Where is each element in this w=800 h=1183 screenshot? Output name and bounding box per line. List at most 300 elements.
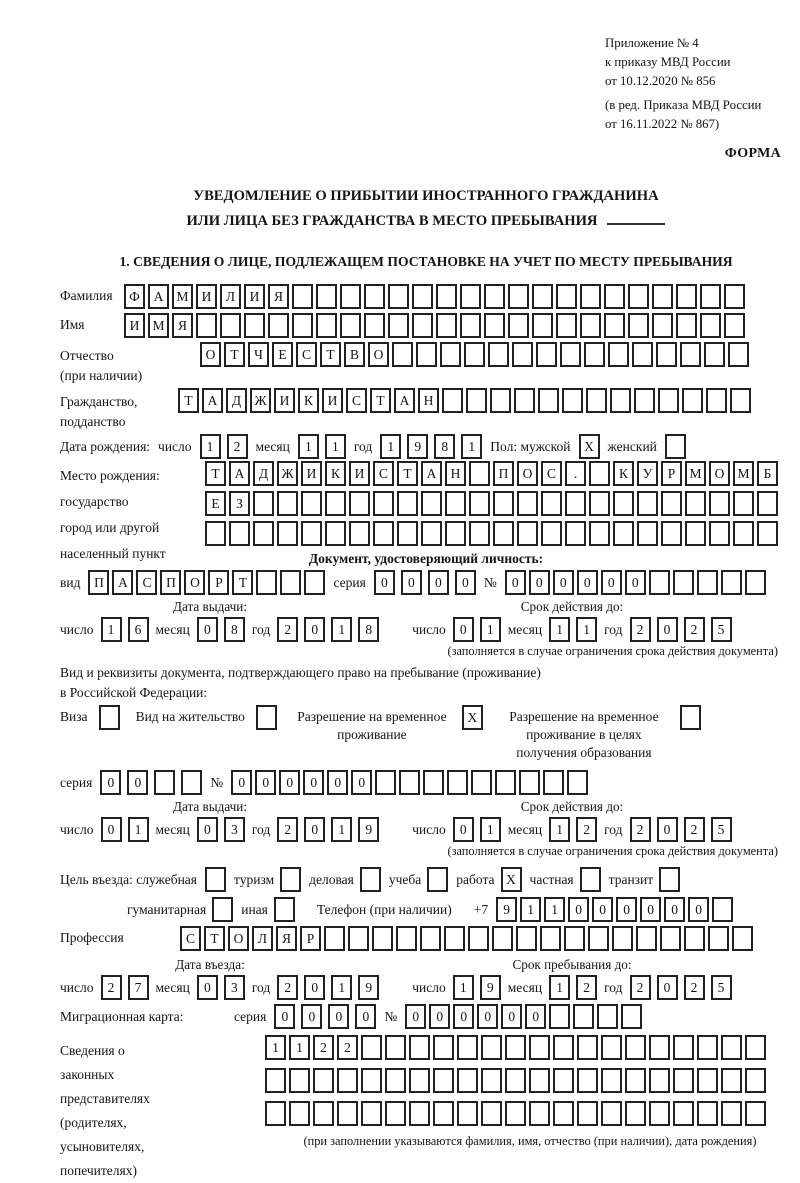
char-cell[interactable]	[484, 313, 505, 338]
char-cell[interactable]	[601, 1101, 622, 1126]
char-cell[interactable]	[649, 570, 670, 595]
char-cell[interactable]: 0	[553, 570, 574, 595]
char-cell[interactable]	[728, 342, 749, 367]
char-cell[interactable]	[625, 1101, 646, 1126]
char-cell[interactable]: Я	[172, 313, 193, 338]
char-cell[interactable]: 0	[455, 570, 476, 595]
char-cell[interactable]: 2	[277, 817, 298, 842]
visa-checkbox[interactable]	[99, 705, 120, 730]
char-cell[interactable]	[421, 491, 442, 516]
char-cell[interactable]: 6	[128, 617, 149, 642]
char-cell[interactable]	[514, 388, 535, 413]
char-cell[interactable]	[721, 1068, 742, 1093]
purpose-work-checkbox[interactable]: X	[501, 867, 522, 892]
char-cell[interactable]: Ч	[248, 342, 269, 367]
char-cell[interactable]: И	[196, 284, 217, 309]
char-cell[interactable]	[469, 521, 490, 546]
char-cell[interactable]: А	[421, 461, 442, 486]
char-cell[interactable]: 0	[453, 817, 474, 842]
char-cell[interactable]	[700, 284, 721, 309]
char-cell[interactable]: Д	[253, 461, 274, 486]
char-cell[interactable]	[529, 1035, 550, 1060]
char-cell[interactable]: 9	[407, 434, 428, 459]
char-cell[interactable]	[685, 521, 706, 546]
char-cell[interactable]: 2	[576, 975, 597, 1000]
char-cell[interactable]: Л	[252, 926, 273, 951]
char-cell[interactable]	[409, 1101, 430, 1126]
char-cell[interactable]	[301, 521, 322, 546]
char-cell[interactable]	[505, 1101, 526, 1126]
char-cell[interactable]	[556, 284, 577, 309]
char-cell[interactable]: 0	[304, 975, 325, 1000]
char-cell[interactable]: 0	[657, 817, 678, 842]
residence-permit-checkbox[interactable]	[256, 705, 277, 730]
char-cell[interactable]	[656, 342, 677, 367]
char-cell[interactable]	[541, 521, 562, 546]
char-cell[interactable]	[610, 388, 631, 413]
char-cell[interactable]: Т	[204, 926, 225, 951]
char-cell[interactable]	[301, 491, 322, 516]
purpose-tourism-checkbox[interactable]	[280, 867, 301, 892]
char-cell[interactable]	[397, 521, 418, 546]
char-cell[interactable]: 1	[265, 1035, 286, 1060]
char-cell[interactable]	[517, 491, 538, 516]
char-cell[interactable]	[457, 1035, 478, 1060]
char-cell[interactable]	[416, 342, 437, 367]
char-cell[interactable]	[481, 1101, 502, 1126]
char-cell[interactable]	[277, 491, 298, 516]
char-cell[interactable]: 0	[568, 897, 589, 922]
char-cell[interactable]	[567, 770, 588, 795]
char-cell[interactable]	[565, 521, 586, 546]
purpose-transit-checkbox[interactable]	[659, 867, 680, 892]
char-cell[interactable]	[436, 284, 457, 309]
char-cell[interactable]: Т	[224, 342, 245, 367]
edu-permit-checkbox[interactable]	[680, 705, 701, 730]
char-cell[interactable]	[613, 491, 634, 516]
char-cell[interactable]: 0	[304, 617, 325, 642]
char-cell[interactable]: 0	[197, 817, 218, 842]
char-cell[interactable]: 2	[227, 434, 248, 459]
char-cell[interactable]: 0	[640, 897, 661, 922]
char-cell[interactable]	[373, 491, 394, 516]
char-cell[interactable]	[471, 770, 492, 795]
char-cell[interactable]	[612, 926, 633, 951]
char-cell[interactable]	[649, 1101, 670, 1126]
char-cell[interactable]: С	[373, 461, 394, 486]
char-cell[interactable]: 2	[337, 1035, 358, 1060]
char-cell[interactable]: 1	[544, 897, 565, 922]
char-cell[interactable]: 5	[711, 617, 732, 642]
char-cell[interactable]: А	[202, 388, 223, 413]
char-cell[interactable]: В	[344, 342, 365, 367]
char-cell[interactable]: Т	[205, 461, 226, 486]
char-cell[interactable]	[505, 1068, 526, 1093]
char-cell[interactable]: 1	[549, 617, 570, 642]
char-cell[interactable]	[685, 491, 706, 516]
char-cell[interactable]: Н	[418, 388, 439, 413]
char-cell[interactable]: Т	[178, 388, 199, 413]
char-cell[interactable]: К	[325, 461, 346, 486]
char-cell[interactable]: 0	[100, 770, 121, 795]
char-cell[interactable]	[265, 1101, 286, 1126]
char-cell[interactable]	[588, 926, 609, 951]
char-cell[interactable]	[492, 926, 513, 951]
char-cell[interactable]	[420, 926, 441, 951]
char-cell[interactable]: А	[148, 284, 169, 309]
purpose-other-checkbox[interactable]	[274, 897, 295, 922]
char-cell[interactable]: Б	[757, 461, 778, 486]
char-cell[interactable]: 9	[480, 975, 501, 1000]
char-cell[interactable]: 0	[477, 1004, 498, 1029]
char-cell[interactable]: 0	[577, 570, 598, 595]
char-cell[interactable]: Я	[276, 926, 297, 951]
char-cell[interactable]	[396, 926, 417, 951]
char-cell[interactable]	[538, 388, 559, 413]
char-cell[interactable]	[745, 1035, 766, 1060]
temp-permit-checkbox[interactable]: X	[462, 705, 483, 730]
char-cell[interactable]: 0	[453, 617, 474, 642]
char-cell[interactable]: И	[124, 313, 145, 338]
char-cell[interactable]: О	[228, 926, 249, 951]
char-cell[interactable]: М	[733, 461, 754, 486]
char-cell[interactable]	[709, 491, 730, 516]
char-cell[interactable]	[277, 521, 298, 546]
char-cell[interactable]	[553, 1101, 574, 1126]
char-cell[interactable]	[532, 313, 553, 338]
char-cell[interactable]	[589, 491, 610, 516]
char-cell[interactable]: 0	[303, 770, 324, 795]
char-cell[interactable]	[543, 770, 564, 795]
char-cell[interactable]	[445, 491, 466, 516]
char-cell[interactable]	[516, 926, 537, 951]
char-cell[interactable]: 1	[461, 434, 482, 459]
char-cell[interactable]	[316, 284, 337, 309]
char-cell[interactable]	[229, 521, 250, 546]
char-cell[interactable]: 0	[327, 770, 348, 795]
char-cell[interactable]	[372, 926, 393, 951]
char-cell[interactable]	[517, 521, 538, 546]
char-cell[interactable]: 0	[127, 770, 148, 795]
char-cell[interactable]	[512, 342, 533, 367]
char-cell[interactable]	[385, 1101, 406, 1126]
char-cell[interactable]	[423, 770, 444, 795]
char-cell[interactable]: А	[229, 461, 250, 486]
char-cell[interactable]: 0	[374, 570, 395, 595]
char-cell[interactable]	[373, 521, 394, 546]
char-cell[interactable]	[709, 521, 730, 546]
char-cell[interactable]: 0	[657, 617, 678, 642]
char-cell[interactable]: 1	[549, 975, 570, 1000]
char-cell[interactable]	[388, 313, 409, 338]
char-cell[interactable]	[484, 284, 505, 309]
male-checkbox[interactable]: X	[579, 434, 600, 459]
char-cell[interactable]: 1	[289, 1035, 310, 1060]
char-cell[interactable]	[385, 1068, 406, 1093]
char-cell[interactable]	[375, 770, 396, 795]
char-cell[interactable]	[580, 313, 601, 338]
char-cell[interactable]: 0	[592, 897, 613, 922]
char-cell[interactable]	[256, 570, 277, 595]
char-cell[interactable]: 2	[630, 817, 651, 842]
purpose-official-checkbox[interactable]	[205, 867, 226, 892]
char-cell[interactable]	[632, 342, 653, 367]
char-cell[interactable]	[604, 284, 625, 309]
char-cell[interactable]: И	[322, 388, 343, 413]
char-cell[interactable]: 1	[549, 817, 570, 842]
char-cell[interactable]	[556, 313, 577, 338]
char-cell[interactable]: 7	[128, 975, 149, 1000]
char-cell[interactable]: Е	[272, 342, 293, 367]
char-cell[interactable]: 1	[200, 434, 221, 459]
char-cell[interactable]: О	[709, 461, 730, 486]
char-cell[interactable]	[481, 1068, 502, 1093]
char-cell[interactable]	[304, 570, 325, 595]
char-cell[interactable]: П	[493, 461, 514, 486]
char-cell[interactable]	[560, 342, 581, 367]
char-cell[interactable]	[540, 926, 561, 951]
char-cell[interactable]: 1	[331, 975, 352, 1000]
char-cell[interactable]: 1	[101, 617, 122, 642]
char-cell[interactable]	[325, 491, 346, 516]
char-cell[interactable]	[433, 1101, 454, 1126]
char-cell[interactable]: 9	[358, 817, 379, 842]
char-cell[interactable]: К	[613, 461, 634, 486]
char-cell[interactable]	[673, 1035, 694, 1060]
char-cell[interactable]: 2	[277, 617, 298, 642]
char-cell[interactable]	[464, 342, 485, 367]
char-cell[interactable]	[460, 313, 481, 338]
char-cell[interactable]: 5	[711, 817, 732, 842]
char-cell[interactable]	[529, 1101, 550, 1126]
char-cell[interactable]	[584, 342, 605, 367]
char-cell[interactable]: Ж	[250, 388, 271, 413]
char-cell[interactable]	[529, 1068, 550, 1093]
char-cell[interactable]: 1	[480, 817, 501, 842]
char-cell[interactable]: А	[394, 388, 415, 413]
char-cell[interactable]	[601, 1035, 622, 1060]
char-cell[interactable]: 1	[576, 617, 597, 642]
char-cell[interactable]: 1	[520, 897, 541, 922]
char-cell[interactable]	[704, 342, 725, 367]
char-cell[interactable]	[608, 342, 629, 367]
char-cell[interactable]: М	[172, 284, 193, 309]
char-cell[interactable]: .	[565, 461, 586, 486]
char-cell[interactable]: 0	[657, 975, 678, 1000]
char-cell[interactable]: И	[274, 388, 295, 413]
char-cell[interactable]: 1	[128, 817, 149, 842]
char-cell[interactable]	[628, 284, 649, 309]
char-cell[interactable]	[457, 1101, 478, 1126]
char-cell[interactable]: Ж	[277, 461, 298, 486]
char-cell[interactable]: 1	[325, 434, 346, 459]
char-cell[interactable]	[553, 1068, 574, 1093]
char-cell[interactable]: М	[148, 313, 169, 338]
char-cell[interactable]: 2	[313, 1035, 334, 1060]
char-cell[interactable]	[316, 313, 337, 338]
char-cell[interactable]: Р	[661, 461, 682, 486]
char-cell[interactable]: 0	[625, 570, 646, 595]
char-cell[interactable]: Р	[300, 926, 321, 951]
char-cell[interactable]: О	[517, 461, 538, 486]
char-cell[interactable]	[292, 313, 313, 338]
char-cell[interactable]: 0	[601, 570, 622, 595]
char-cell[interactable]	[697, 570, 718, 595]
char-cell[interactable]: 1	[453, 975, 474, 1000]
char-cell[interactable]	[700, 313, 721, 338]
char-cell[interactable]: 0	[428, 570, 449, 595]
char-cell[interactable]	[745, 1101, 766, 1126]
char-cell[interactable]	[268, 313, 289, 338]
char-cell[interactable]: Е	[205, 491, 226, 516]
char-cell[interactable]	[586, 388, 607, 413]
char-cell[interactable]	[637, 491, 658, 516]
char-cell[interactable]: 8	[358, 617, 379, 642]
purpose-private-checkbox[interactable]	[580, 867, 601, 892]
char-cell[interactable]	[684, 926, 705, 951]
char-cell[interactable]	[361, 1068, 382, 1093]
char-cell[interactable]	[508, 284, 529, 309]
char-cell[interactable]: У	[637, 461, 658, 486]
char-cell[interactable]: 2	[684, 975, 705, 1000]
purpose-humanitarian-checkbox[interactable]	[212, 897, 233, 922]
char-cell[interactable]	[661, 521, 682, 546]
char-cell[interactable]: Л	[220, 284, 241, 309]
char-cell[interactable]	[712, 897, 733, 922]
char-cell[interactable]	[621, 1004, 642, 1029]
char-cell[interactable]	[493, 521, 514, 546]
char-cell[interactable]	[385, 1035, 406, 1060]
char-cell[interactable]	[468, 926, 489, 951]
char-cell[interactable]: С	[296, 342, 317, 367]
char-cell[interactable]	[280, 570, 301, 595]
char-cell[interactable]	[733, 491, 754, 516]
char-cell[interactable]	[340, 313, 361, 338]
char-cell[interactable]: 0	[453, 1004, 474, 1029]
char-cell[interactable]	[649, 1068, 670, 1093]
char-cell[interactable]	[440, 342, 461, 367]
char-cell[interactable]: 0	[664, 897, 685, 922]
char-cell[interactable]	[289, 1101, 310, 1126]
char-cell[interactable]	[392, 342, 413, 367]
char-cell[interactable]	[597, 1004, 618, 1029]
char-cell[interactable]	[589, 521, 610, 546]
char-cell[interactable]: 0	[197, 617, 218, 642]
char-cell[interactable]	[676, 313, 697, 338]
char-cell[interactable]	[253, 521, 274, 546]
char-cell[interactable]: И	[349, 461, 370, 486]
char-cell[interactable]: 0	[231, 770, 252, 795]
char-cell[interactable]	[409, 1068, 430, 1093]
char-cell[interactable]	[661, 491, 682, 516]
char-cell[interactable]	[564, 926, 585, 951]
char-cell[interactable]	[577, 1035, 598, 1060]
char-cell[interactable]	[460, 284, 481, 309]
char-cell[interactable]	[757, 491, 778, 516]
char-cell[interactable]	[445, 521, 466, 546]
char-cell[interactable]: 5	[711, 975, 732, 1000]
char-cell[interactable]: Т	[320, 342, 341, 367]
char-cell[interactable]	[313, 1068, 334, 1093]
char-cell[interactable]	[444, 926, 465, 951]
char-cell[interactable]: 0	[529, 570, 550, 595]
char-cell[interactable]: 0	[279, 770, 300, 795]
char-cell[interactable]	[589, 461, 610, 486]
char-cell[interactable]	[676, 284, 697, 309]
char-cell[interactable]	[265, 1068, 286, 1093]
char-cell[interactable]: 9	[496, 897, 517, 922]
char-cell[interactable]: С	[180, 926, 201, 951]
char-cell[interactable]	[721, 1035, 742, 1060]
char-cell[interactable]	[757, 521, 778, 546]
char-cell[interactable]: З	[229, 491, 250, 516]
char-cell[interactable]	[289, 1068, 310, 1093]
char-cell[interactable]: 0	[525, 1004, 546, 1029]
char-cell[interactable]	[490, 388, 511, 413]
char-cell[interactable]: 1	[331, 617, 352, 642]
char-cell[interactable]	[673, 1101, 694, 1126]
char-cell[interactable]	[361, 1101, 382, 1126]
char-cell[interactable]: 2	[684, 617, 705, 642]
char-cell[interactable]	[724, 313, 745, 338]
char-cell[interactable]	[680, 342, 701, 367]
char-cell[interactable]: 0	[405, 1004, 426, 1029]
char-cell[interactable]	[205, 521, 226, 546]
char-cell[interactable]: 2	[630, 617, 651, 642]
char-cell[interactable]	[721, 1101, 742, 1126]
char-cell[interactable]: О	[184, 570, 205, 595]
char-cell[interactable]	[196, 313, 217, 338]
char-cell[interactable]: 0	[274, 1004, 295, 1029]
char-cell[interactable]: 2	[630, 975, 651, 1000]
char-cell[interactable]	[421, 521, 442, 546]
char-cell[interactable]: Ф	[124, 284, 145, 309]
char-cell[interactable]: Т	[397, 461, 418, 486]
char-cell[interactable]: Т	[370, 388, 391, 413]
char-cell[interactable]: Я	[268, 284, 289, 309]
char-cell[interactable]	[466, 388, 487, 413]
char-cell[interactable]	[337, 1101, 358, 1126]
char-cell[interactable]	[660, 926, 681, 951]
char-cell[interactable]	[519, 770, 540, 795]
char-cell[interactable]	[637, 521, 658, 546]
char-cell[interactable]	[634, 388, 655, 413]
char-cell[interactable]	[388, 284, 409, 309]
char-cell[interactable]	[565, 491, 586, 516]
char-cell[interactable]	[508, 313, 529, 338]
char-cell[interactable]: 0	[328, 1004, 349, 1029]
char-cell[interactable]	[732, 926, 753, 951]
char-cell[interactable]	[541, 491, 562, 516]
char-cell[interactable]	[412, 313, 433, 338]
char-cell[interactable]	[652, 284, 673, 309]
purpose-study-checkbox[interactable]	[427, 867, 448, 892]
char-cell[interactable]: П	[160, 570, 181, 595]
char-cell[interactable]: И	[301, 461, 322, 486]
char-cell[interactable]	[412, 284, 433, 309]
char-cell[interactable]	[505, 1035, 526, 1060]
purpose-business-checkbox[interactable]	[360, 867, 381, 892]
char-cell[interactable]	[442, 388, 463, 413]
char-cell[interactable]	[613, 521, 634, 546]
char-cell[interactable]: 0	[401, 570, 422, 595]
char-cell[interactable]	[745, 1068, 766, 1093]
char-cell[interactable]	[658, 388, 679, 413]
char-cell[interactable]	[488, 342, 509, 367]
char-cell[interactable]: О	[368, 342, 389, 367]
char-cell[interactable]	[181, 770, 202, 795]
char-cell[interactable]	[724, 284, 745, 309]
